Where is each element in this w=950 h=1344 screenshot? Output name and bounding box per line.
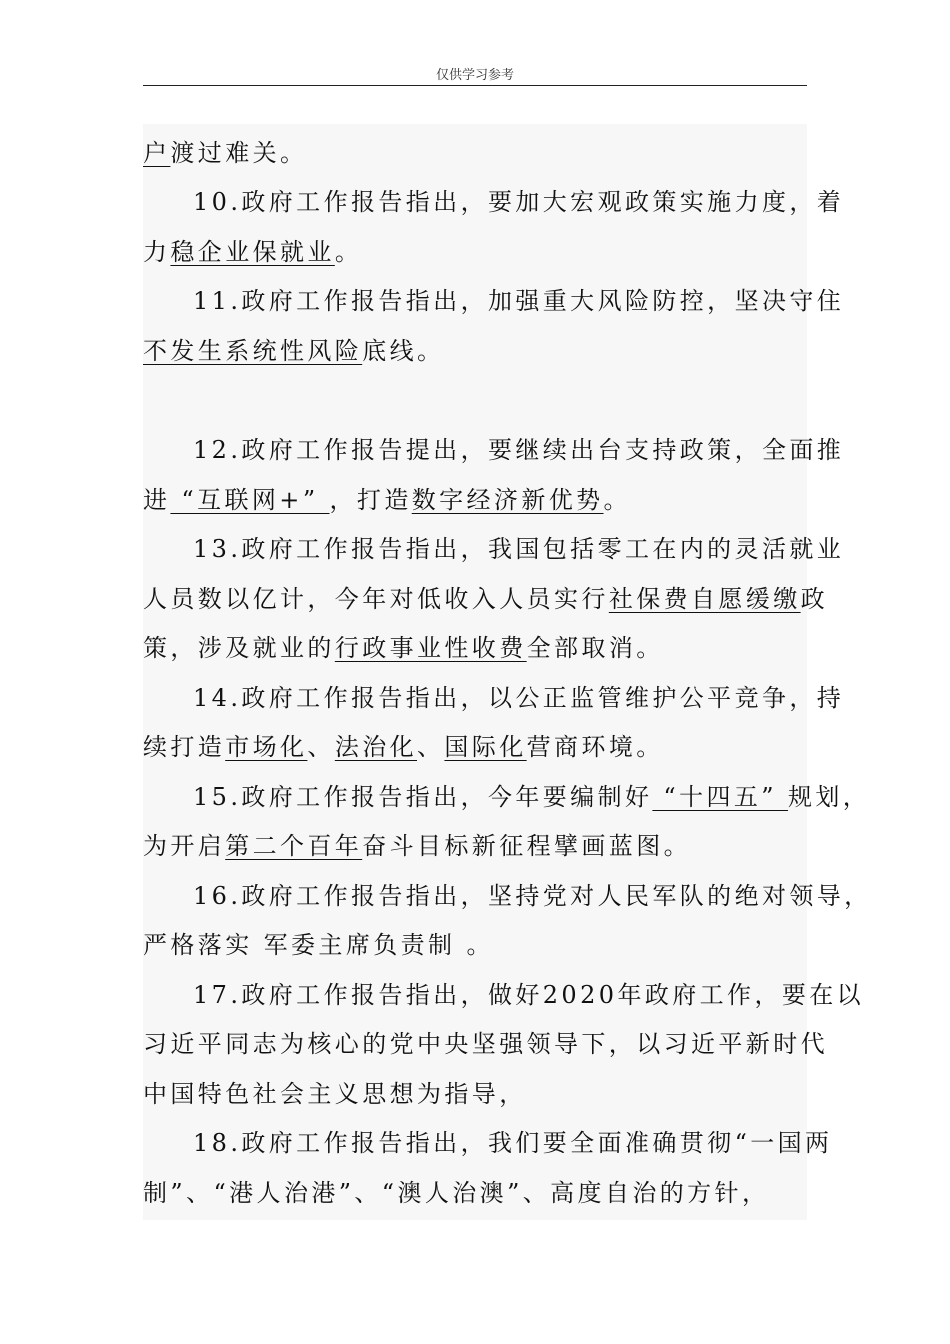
text-line xyxy=(143,1177,769,1209)
item-11-line xyxy=(193,285,844,317)
text-segment: 15.政府工作报告指出，今年要编制好 xyxy=(193,783,653,811)
header-rule xyxy=(143,85,807,86)
text-segment: 为开启 xyxy=(143,832,226,860)
text-segment: 16.政府工作报告指出，坚持党对人民军队的绝对领导， xyxy=(193,882,872,910)
text-line xyxy=(143,632,664,664)
underlined-term: 法治化 xyxy=(334,733,418,761)
text-line xyxy=(143,929,494,961)
underlined-term: “互联网+” xyxy=(170,486,330,514)
text-segment: 底线。 xyxy=(362,337,445,365)
text-segment: 17.政府工作报告指出，做好2020年政府工作，要在以 xyxy=(193,981,865,1009)
text-segment: 10.政府工作报告指出，要加大宏观政策实施力度，着 xyxy=(193,188,845,216)
text-segment: 严格落实 军委主席负责制 。 xyxy=(143,931,494,959)
underlined-term: 稳企业保就业 xyxy=(170,238,335,266)
text-segment: 策，涉及就业的 xyxy=(143,634,335,662)
document-body xyxy=(143,124,872,1220)
text-segment: 人员数以亿计，今年对低收入人员实行 xyxy=(143,585,609,613)
underlined-term: 国际化 xyxy=(444,733,527,761)
text-line xyxy=(143,484,631,516)
underlined-term: 第二个百年 xyxy=(225,832,363,860)
item-10-line xyxy=(193,186,844,218)
item-13-line xyxy=(193,533,844,565)
text-line xyxy=(143,137,307,169)
text-segment: 全部取消。 xyxy=(526,634,664,662)
text-segment: 13.政府工作报告指出，我国包括零工在内的灵活就业 xyxy=(193,535,845,563)
text-line xyxy=(143,236,362,268)
item-17-line xyxy=(193,979,864,1011)
text-line xyxy=(143,1078,527,1110)
text-segment: 进 xyxy=(143,486,171,514)
text-segment: 、 xyxy=(307,733,335,761)
underlined-term: 不发生系统性风险 xyxy=(143,337,363,365)
item-16-line xyxy=(193,880,872,912)
text-line xyxy=(143,1028,828,1060)
text-segment: 制”、“港人治港”、“澳人治澳”、高度自治的方针， xyxy=(143,1179,770,1207)
text-line xyxy=(143,583,828,615)
text-segment: 习近平同志为核心的党中央坚强领导下，以习近平新时代 xyxy=(143,1030,828,1058)
text-segment: 、 xyxy=(417,733,445,761)
item-18-line xyxy=(193,1127,832,1159)
item-12-line xyxy=(193,434,844,466)
item-14-line xyxy=(193,682,844,714)
underlined-term: “十四五” xyxy=(652,783,788,811)
text-segment: 政 xyxy=(800,585,829,613)
text-segment: 12.政府工作报告提出，要继续出台支持政策，全面推 xyxy=(193,436,845,464)
text-segment: 规划， xyxy=(787,783,871,811)
text-line xyxy=(143,830,691,862)
underlined-term: 数字经济新优势 xyxy=(411,486,604,514)
text-line xyxy=(143,731,664,763)
underlined-term: 市场化 xyxy=(225,733,308,761)
text-segment: 渡过难关。 xyxy=(170,139,308,167)
text-segment: 力 xyxy=(143,238,171,266)
text-line xyxy=(143,335,444,367)
text-segment: ，打造 xyxy=(329,486,412,514)
item-15-line xyxy=(193,781,870,813)
text-segment: 11.政府工作报告指出，加强重大风险防控，坚决守住 xyxy=(193,287,845,315)
text-segment: 续打造 xyxy=(143,733,226,761)
underlined-term: 行政事业性收费 xyxy=(334,634,527,662)
underlined-term: 社保费自愿缓缴 xyxy=(608,585,801,613)
page-header: 仅供学习参考 xyxy=(435,68,514,83)
text-segment: 中国特色社会主义思想为指导， xyxy=(143,1080,527,1108)
text-segment: 营商环境。 xyxy=(526,733,664,761)
underlined-term: 户 xyxy=(143,139,171,167)
text-segment: 。 xyxy=(334,238,363,266)
text-segment: 14.政府工作报告指出，以公正监管维护公平竞争，持 xyxy=(193,684,845,712)
text-segment: 18.政府工作报告指出，我们要全面准确贯彻“一国两 xyxy=(193,1129,833,1157)
text-segment: 。 xyxy=(603,486,631,514)
text-segment: 奋斗目标新征程擘画蓝图。 xyxy=(362,832,692,860)
